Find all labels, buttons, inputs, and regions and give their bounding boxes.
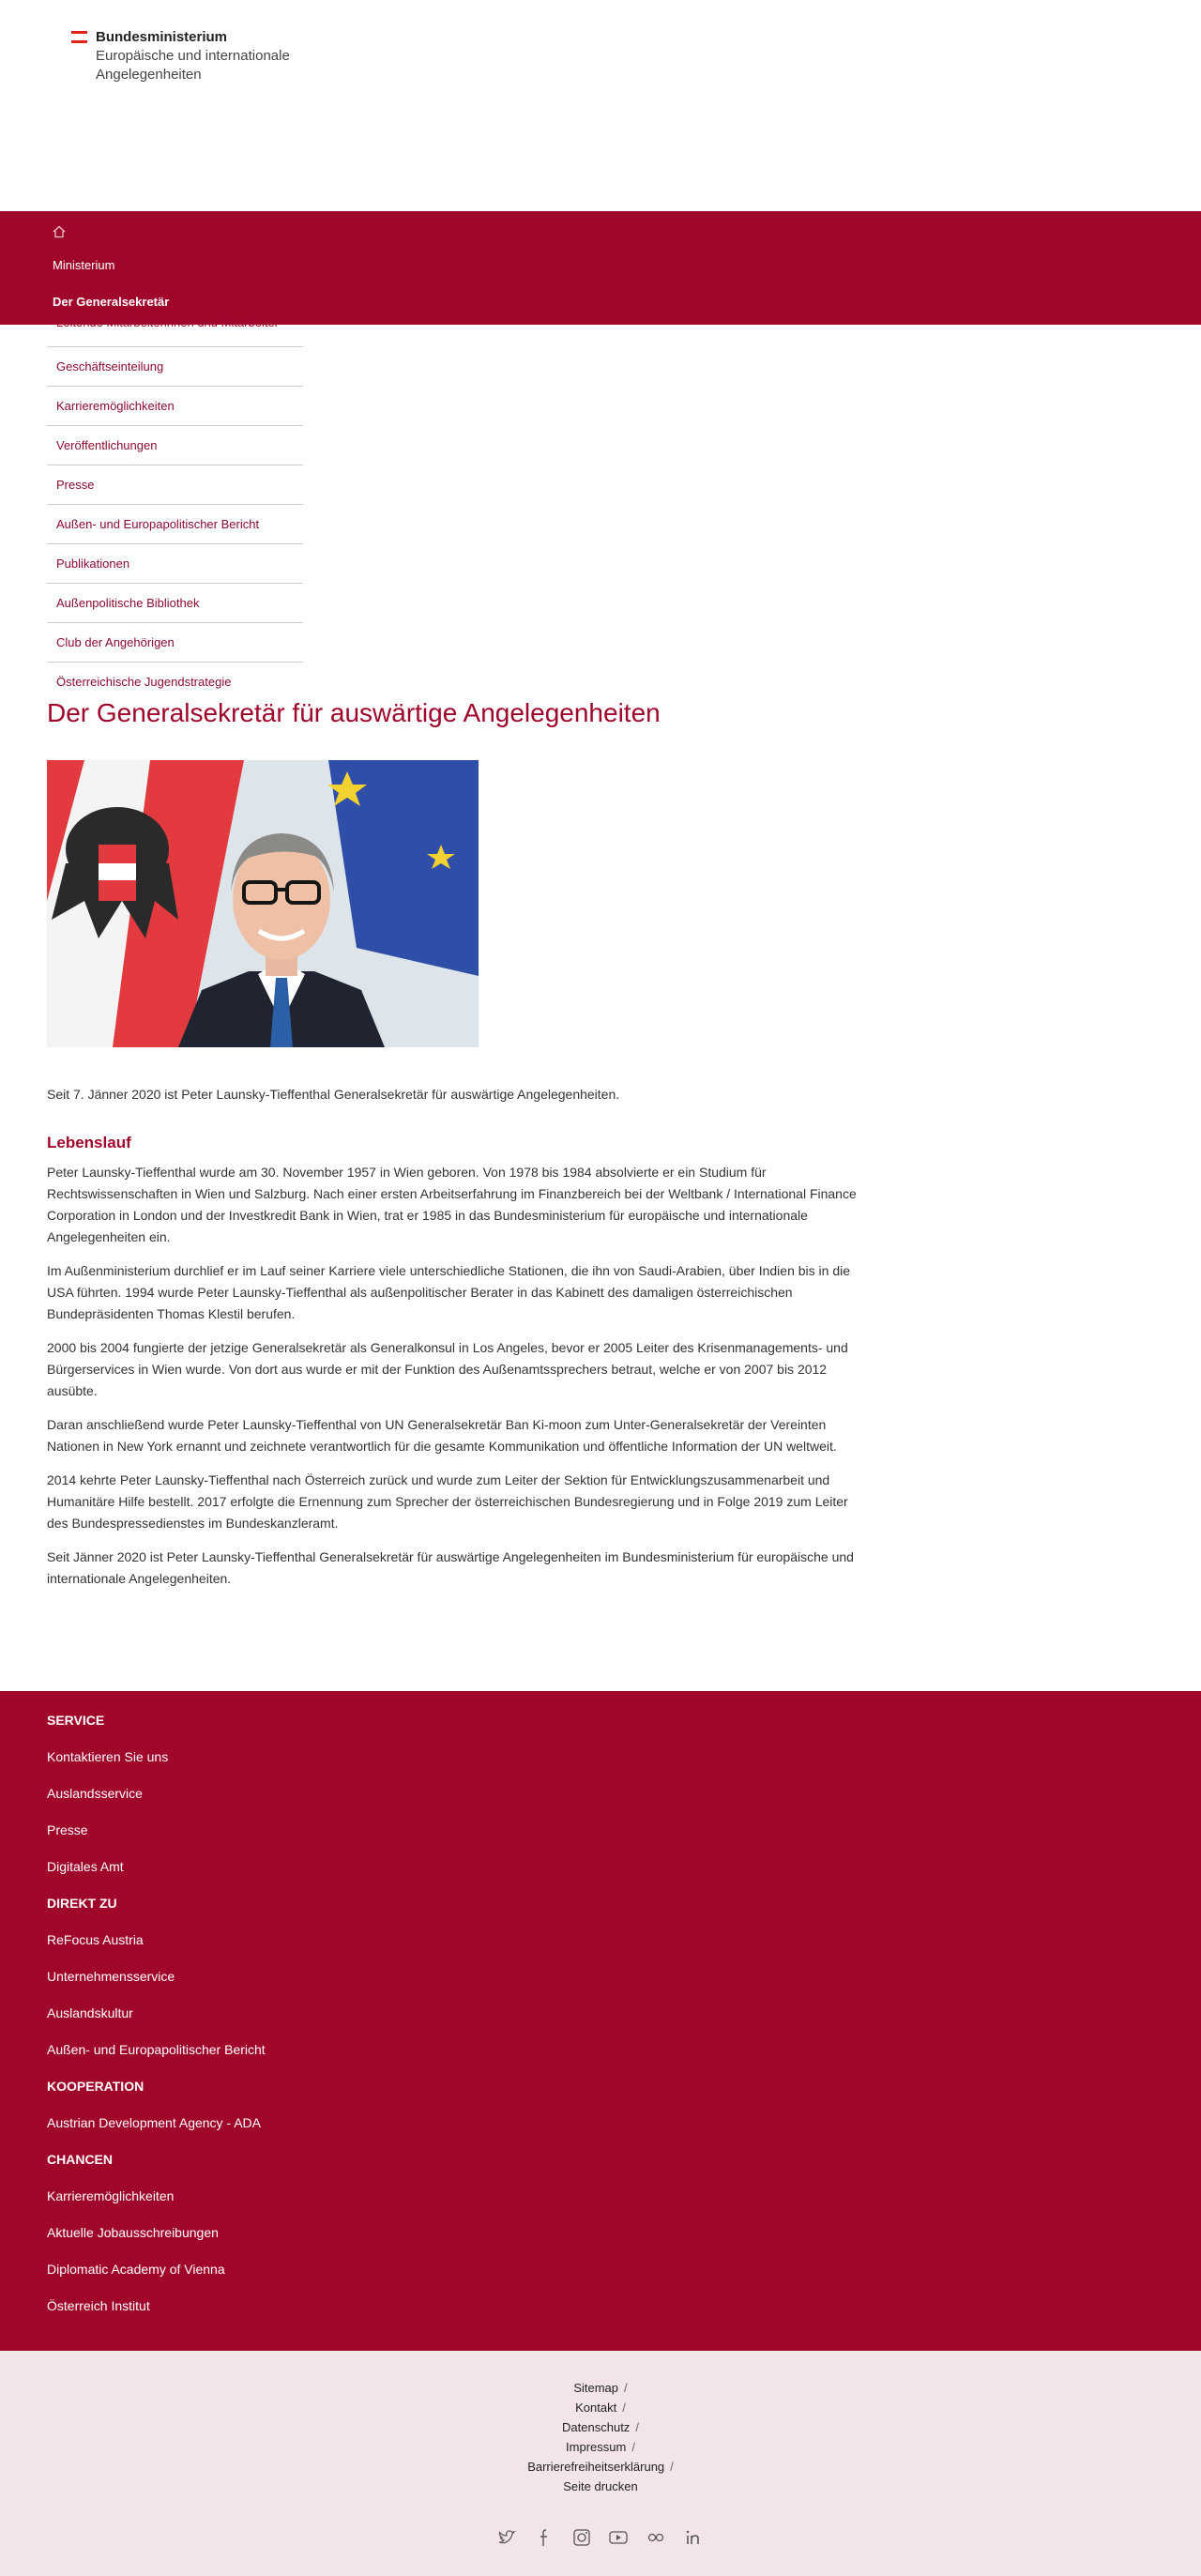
bio-paragraph: Seit Jänner 2020 ist Peter Launsky-Tieffenthal Generalsekretär für auswärtige Angelegenheiten im Bundesministerium für europäische und internationale Angelegenheiten. [47, 1549, 854, 1586]
bio-paragraph: 2014 kehrte Peter Launsky-Tieffenthal nach Österreich zurück und wurde zum Leiter der Sektion für Entwicklungszusammenarbeit und Humanitäre Hilfe bestellt. 2017 erfolgte die Ernennung zum Sprecher der österreichischen Bundesregierung und in Folge 2019 zum Leiter des Bundespressedienstes im Bundeskanzleramt. [47, 1472, 848, 1531]
logo-subtitle-1: Europäische und internationale [96, 48, 290, 64]
section-heading: Lebenslauf [47, 1134, 131, 1151]
linkedin-icon[interactable] [683, 2527, 704, 2548]
footer-heading-service: SERVICE [47, 1713, 105, 1728]
footer-link[interactable]: Karrieremöglichkeiten [47, 2188, 175, 2203]
subfooter-link-datenschutz[interactable]: Datenschutz [562, 2420, 631, 2434]
subfooter-item: Sitemap / [573, 2381, 628, 2395]
subfooter-item: Impressum / [566, 2440, 635, 2454]
side-menu-item[interactable]: Außenpolitische Bibliothek [47, 584, 303, 623]
footer-heading-direkt: DIREKT ZU [47, 1896, 117, 1911]
footer-link[interactable]: Presse [47, 1822, 88, 1837]
home-icon[interactable] [52, 224, 67, 239]
side-menu-item[interactable]: Österreichische Jugendstrategie [56, 675, 232, 689]
side-menu-item[interactable]: Veröffentlichungen [47, 426, 303, 465]
side-menu-item[interactable]: Leitende Mitarbeiterinnen und Mitarbeiter [47, 325, 303, 347]
footer-link[interactable]: Aktuelle Jobausschreibungen [47, 2225, 219, 2240]
twitter-icon[interactable] [496, 2527, 517, 2548]
nav-item-ministerium[interactable]: Ministerium [53, 258, 115, 272]
footer-heading-kooperation: KOOPERATION [47, 2079, 144, 2094]
subfooter-link-kontakt[interactable]: Kontakt [575, 2401, 617, 2415]
subfooter-link-impressum[interactable]: Impressum [566, 2440, 627, 2454]
side-menu [47, 315, 303, 702]
subfooter-item: Kontakt / [575, 2401, 626, 2415]
subfooter-link-print[interactable]: Seite drucken [563, 2479, 638, 2493]
side-menu-item[interactable]: Publikationen [47, 544, 303, 584]
side-menu-item[interactable]: Karrieremöglichkeiten [47, 387, 303, 426]
page-title: Der Generalsekretär für auswärtige Angelegenheiten [47, 698, 661, 727]
flickr-icon[interactable] [646, 2527, 666, 2548]
side-menu-item[interactable]: Club der Angehörigen [47, 623, 303, 663]
subfooter-item: Barrierefreiheitserklärung / [527, 2460, 674, 2474]
bio-paragraph: Im Außenministerium durchlief er im Lauf seiner Karriere viele unterschiedliche Stationen, die ihn von Saudi-Arabien, über Indien bis in die USA führten. 1994 wurde Peter Launsky-Tieffenthal als außenpolitischer Berater in das Kabinett des damaligen österreichischen Bundepräsidenten Thomas Klestil berufen. [47, 1263, 851, 1321]
logo-title: Bundesministerium [96, 29, 228, 45]
breadcrumb-band [0, 211, 1201, 325]
instagram-icon[interactable] [571, 2527, 592, 2548]
footer-link[interactable]: Diplomatic Academy of Vienna [47, 2262, 225, 2277]
footer-heading-chancen: CHANCEN [47, 2152, 113, 2167]
youtube-icon[interactable] [608, 2527, 629, 2548]
footer-link[interactable]: Unternehmensservice [47, 1969, 175, 1984]
footer-link[interactable]: Auslandskultur [47, 2005, 133, 2020]
subfooter-link-sitemap[interactable]: Sitemap [573, 2381, 619, 2395]
bio-paragraph: Peter Launsky-Tieffenthal wurde am 30. November 1957 in Wien geboren. Von 1978 bis 1984 absolvierte er ein Studium für Rechtswissenschaften in Wien und Salzburg. Nach einer ersten Arbeitserfahrung im Finanzbereich bei der Weltbank / International Finance Corporation in London und der Investkredit Bank in Wien, trat er 1985 in das Bundesministerium für europäische und internationale Angelegenheiten ein. [47, 1165, 857, 1244]
footer [0, 1691, 1201, 2351]
footer-link[interactable]: Österreich Institut [47, 2298, 150, 2313]
footer-link[interactable]: ReFocus Austria [47, 1932, 144, 1947]
footer-link[interactable]: Digitales Amt [47, 1859, 124, 1874]
footer-link[interactable]: Auslandsservice [47, 1786, 143, 1801]
bio-paragraph: Daran anschließend wurde Peter Launsky-Tieffenthal von UN Generalsekretär Ban Ki-moon zum Unter-Generalsekretär der Vereinten Nationen in New York ernannt und zeichnete verantwortlich für die gesamte Kommunikation und öffentliche Information der UN weltweit. [47, 1417, 837, 1454]
subfooter-item: Datenschutz / [562, 2420, 639, 2434]
side-menu-item[interactable]: Geschäftseinteilung [47, 347, 303, 387]
bio-paragraph: 2000 bis 2004 fungierte der jetzige Generalsekretär als Generalkonsul in Los Angeles, bevor er 2005 Leiter des Krisenmanagements- und Bürgerservices in Wien wurde. Von dort aus wurde er mit der Funktion des Außenamtssprechers betraut, welche er von 2007 bis 2012 ausübte. [47, 1340, 848, 1398]
intro-text: Seit 7. Jänner 2020 ist Peter Launsky-Tieffenthal Generalsekretär für auswärtige Angelegenheiten. [47, 1087, 620, 1102]
biography [47, 1162, 873, 1602]
facebook-icon[interactable] [534, 2527, 555, 2548]
side-menu-item[interactable]: Außen- und Europapolitischer Bericht [47, 505, 303, 544]
subfooter-link-barrierefreiheit[interactable]: Barrierefreiheitserklärung [527, 2460, 665, 2474]
footer-link[interactable]: Kontaktieren Sie uns [47, 1749, 169, 1764]
nav-item-current[interactable]: Der Generalsekretär [53, 295, 170, 309]
subfooter-item [0, 2479, 1201, 2493]
subfooter [0, 2351, 1201, 2576]
portrait-photo [47, 760, 479, 1047]
side-menu-item[interactable]: Presse [47, 465, 303, 505]
footer-link[interactable]: Außen- und Europapolitischer Bericht [47, 2042, 266, 2057]
footer-link[interactable]: Austrian Development Agency - ADA [47, 2115, 262, 2130]
austria-flag-icon [71, 31, 87, 84]
logo-subtitle-2: Angelegenheiten [96, 67, 202, 83]
ministry-logo[interactable] [71, 28, 290, 84]
